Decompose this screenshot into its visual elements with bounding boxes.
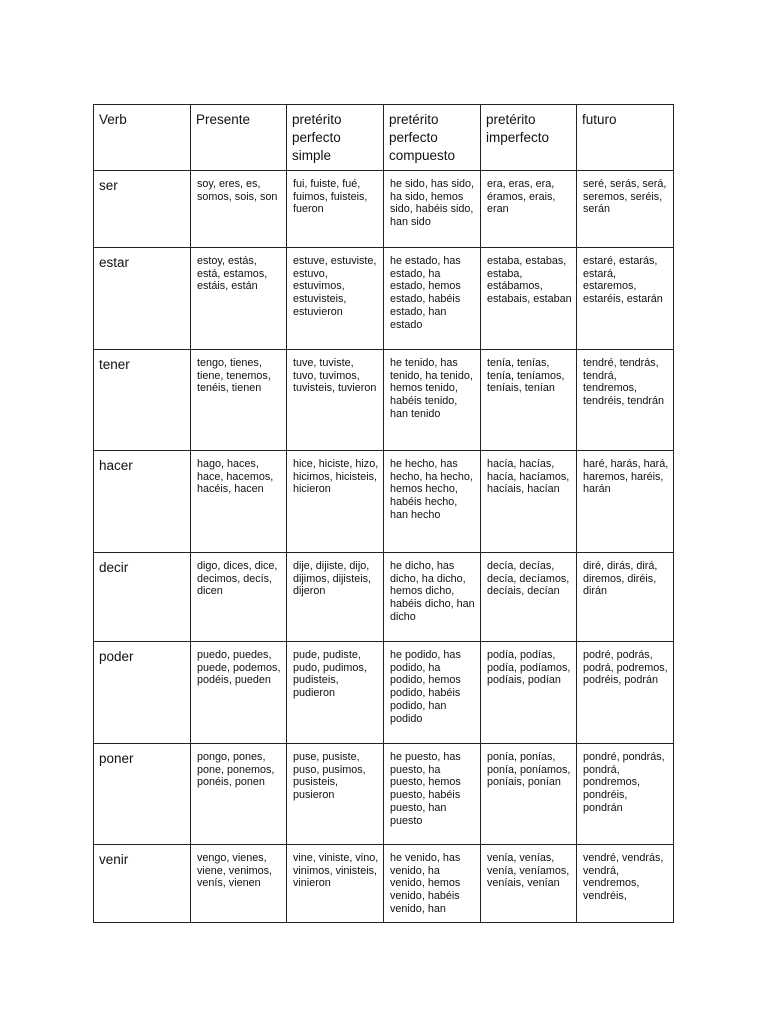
cell-text: venía, venías, venía, veníamos, veníais, venían — [487, 852, 570, 890]
futuro-cell: seré, serás, será, seremos, seréis, serán — [577, 171, 674, 248]
verb-cell: hacer — [94, 451, 191, 553]
cell-text: vengo, vienes, viene, venimos, venís, vienen — [197, 852, 273, 890]
futuro-cell: haré, harás, hará, haremos, haréis, harán — [577, 451, 674, 553]
verb-cell: estar — [94, 248, 191, 350]
cell-text: he venido, has venido, ha venido, hemos venido, habéis venido, han — [390, 852, 461, 915]
futuro-cell: estaré, estarás, estará, estaremos, estaréis, estarán — [577, 248, 674, 350]
futuro-cell: pondré, pondrás, pondrá, pondremos, pondréis, pondrán — [577, 744, 674, 845]
perfecto-compuesto-cell: he podido, has podido, ha podido, hemos podido, habéis podido, han podido — [384, 642, 481, 744]
presente-cell — [191, 845, 287, 923]
header-futuro: futuro — [577, 105, 674, 171]
imperfecto-cell — [481, 845, 577, 923]
table-row — [94, 642, 674, 744]
conjugation-table — [93, 104, 674, 923]
perfecto-simple-cell: fui, fuiste, fué, fuimos, fuisteis, fueron — [287, 171, 384, 248]
perfecto-compuesto-cell: he tenido, has tenido, ha tenido, hemos tenido, habéis tenido, han tenido — [384, 350, 481, 451]
table-row — [94, 350, 674, 451]
header-preterito-perfecto-compuesto: pretérito perfecto compuesto — [384, 105, 481, 171]
header-preterito-imperfecto: pretérito imperfecto — [481, 105, 577, 171]
presente-cell: hago, haces, hace, hacemos, hacéis, hacen — [191, 451, 287, 553]
header-presente: Presente — [191, 105, 287, 171]
perfecto-simple-cell: tuve, tuviste, tuvo, tuvimos, tuvisteis, tuvieron — [287, 350, 384, 451]
header-verb: Verb — [94, 105, 191, 171]
perfecto-compuesto-cell: he hecho, has hecho, ha hecho, hemos hecho, habéis hecho, han hecho — [384, 451, 481, 553]
verb-cell: poner — [94, 744, 191, 845]
table-row — [94, 553, 674, 642]
futuro-cell: diré, dirás, dirá, diremos, diréis, dirán — [577, 553, 674, 642]
futuro-cell: tendré, tendrás, tendrá, tendremos, tendréis, tendrán — [577, 350, 674, 451]
table-row — [94, 451, 674, 553]
table-row — [94, 248, 674, 350]
imperfecto-cell: hacía, hacías, hacía, hacíamos, hacíais, hacían — [481, 451, 577, 553]
perfecto-simple-cell: puse, pusiste, puso, pusimos, pusisteis, pusieron — [287, 744, 384, 845]
presente-cell: pongo, pones, pone, ponemos, ponéis, ponen — [191, 744, 287, 845]
table-row — [94, 744, 674, 845]
perfecto-compuesto-cell: he puesto, has puesto, ha puesto, hemos puesto, habéis puesto, han puesto — [384, 744, 481, 845]
verb-cell: decir — [94, 553, 191, 642]
cell-text: vendré, vendrás, vendrá, vendremos, vendréis, — [583, 852, 664, 903]
table-row — [94, 845, 674, 923]
imperfecto-cell: estaba, estabas, estaba, estábamos, estabais, estaban — [481, 248, 577, 350]
presente-cell: tengo, tienes, tiene, tenemos, tenéis, tienen — [191, 350, 287, 451]
presente-cell: puedo, puedes, puede, podemos, podéis, pueden — [191, 642, 287, 744]
perfecto-compuesto-cell: he dicho, has dicho, ha dicho, hemos dicho, habéis dicho, han dicho — [384, 553, 481, 642]
header-preterito-perfecto-simple: pretérito perfecto simple — [287, 105, 384, 171]
perfecto-simple-cell: pude, pudiste, pudo, pudimos, pudisteis, pudieron — [287, 642, 384, 744]
presente-cell: soy, eres, es, somos, sois, son — [191, 171, 287, 248]
perfecto-compuesto-cell: he sido, has sido, ha sido, hemos sido, habéis sido, han sido — [384, 171, 481, 248]
table-row — [94, 171, 674, 248]
futuro-cell: podré, podrás, podrá, podremos, podréis, podrán — [577, 642, 674, 744]
imperfecto-cell: decía, decías, decía, decíamos, decíais, decían — [481, 553, 577, 642]
presente-cell: digo, dices, dice, decimos, decís, dicen — [191, 553, 287, 642]
header-row — [94, 105, 674, 171]
verb-cell: poder — [94, 642, 191, 744]
perfecto-simple-cell: estuve, estuviste, estuvo, estuvimos, estuvisteis, estuvieron — [287, 248, 384, 350]
imperfecto-cell: era, eras, era, éramos, erais, eran — [481, 171, 577, 248]
verb-cell: venir — [94, 845, 191, 923]
cell-text: vine, viniste, vino, vinimos, vinisteis, vinieron — [293, 852, 379, 890]
perfecto-simple-cell: dije, dijiste, dijo, dijimos, dijisteis, dijeron — [287, 553, 384, 642]
presente-cell: estoy, estás, está, estamos, estáis, están — [191, 248, 287, 350]
perfecto-simple-cell: hice, hiciste, hizo, hicimos, hicisteis, hicieron — [287, 451, 384, 553]
verb-cell: tener — [94, 350, 191, 451]
futuro-cell — [577, 845, 674, 923]
imperfecto-cell: tenía, tenías, tenía, teníamos, teníais, tenían — [481, 350, 577, 451]
perfecto-compuesto-cell: he estado, has estado, ha estado, hemos estado, habéis estado, han estado — [384, 248, 481, 350]
verb-cell: ser — [94, 171, 191, 248]
perfecto-simple-cell — [287, 845, 384, 923]
imperfecto-cell: podía, podías, podía, podíamos, podíais, podían — [481, 642, 577, 744]
imperfecto-cell: ponía, ponías, ponía, poníamos, poníais, ponían — [481, 744, 577, 845]
perfecto-compuesto-cell — [384, 845, 481, 923]
